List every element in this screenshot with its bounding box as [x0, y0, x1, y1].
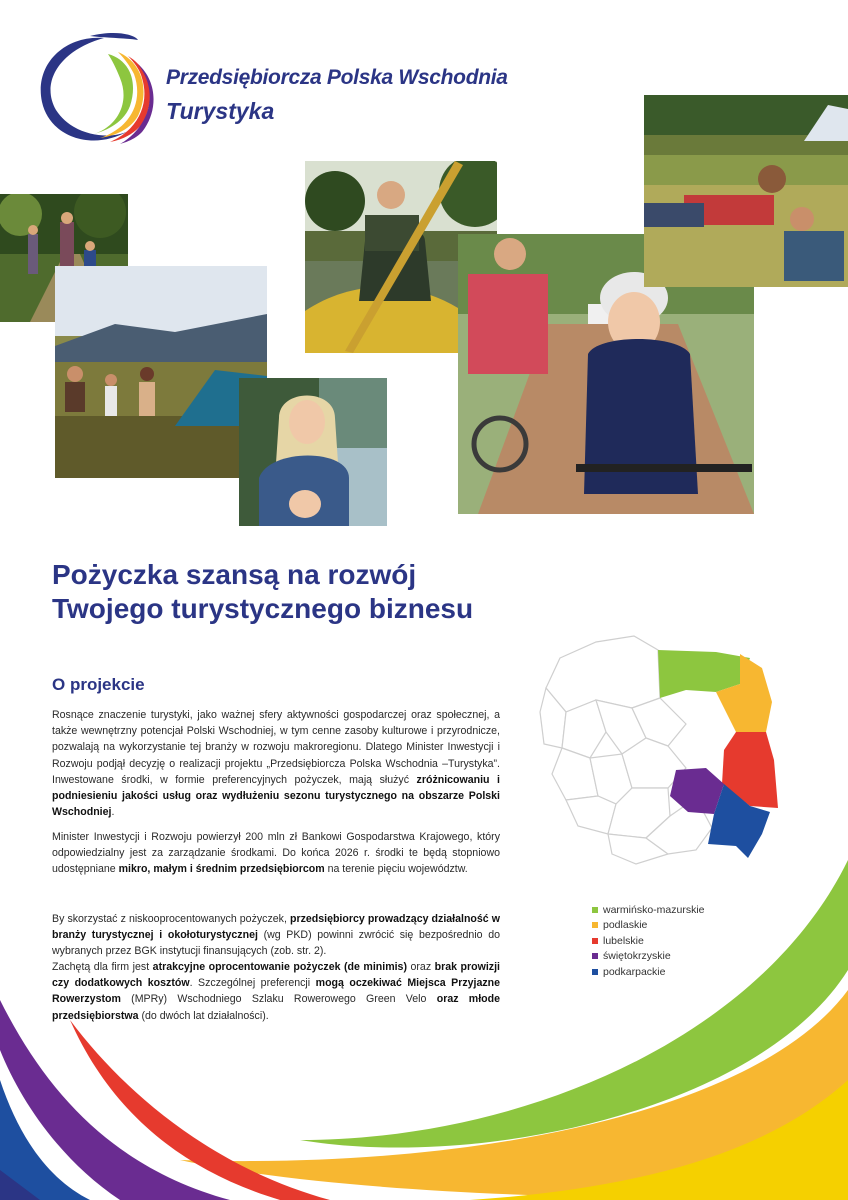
- paragraph-project-intro: Rosnące znaczenie turystyki, jako ważnej sfery aktywności gospodarczej oraz społecznej, a także wewnętrzny potencjał Polski Wschodniej, w tym cenne zasoby kulturowe i przyrodnicze, pozwalają na wykorzystanie tej branży w rozwoju makroregionu. Dlatego Minister Inwestycji i Rozwoju podjął decyzję o realizacji projektu „Przedsiębiorcza Polska Wschodnia –Turystyka”. Inwestowane środki, w formie preferencyjnych pożyczek, mają służyć zróżnicowaniu i podniesieniu jakości usług oraz wydłużeniu sezonu turystycznego na obszarze Polski Wschodniej.: [52, 709, 500, 819]
- paragraph-funding: Minister Inwestycji i Rozwoju powierzył 200 mln zł Bankowi Gospodarstwa Krajowego, który odpowiedzialny jest za zarządzanie środkami. Do końca 2026 r. środki te będą stopniowo udostępniane mikro, małym i średnim przedsiębiorcom na terenie pięciu województw.: [52, 831, 500, 876]
- legend-label: podlaskie: [603, 919, 648, 932]
- logo-emblem: [34, 30, 162, 152]
- section-heading: O projekcie: [52, 675, 145, 694]
- family-camping-photo: [55, 266, 267, 478]
- decorative-swoosh: [0, 840, 848, 1200]
- paragraph-incentives: Zachętą dla firm jest atrakcyjne oprocentowanie pożyczek (de minimis) oraz brak prowizji czy dodatkowych kosztów. Szczególnej preferencji mogą oczekiwać Miejsca Przyjazne Rowerzystom (MPRy) Wschodniego Szlaku Rowerowego Green Velo oraz młode przedsiębiorstwa (do dwóch lat działalności).: [52, 961, 500, 1022]
- poland-regions-map: [536, 628, 786, 868]
- brand-subname: Turystyka: [166, 98, 275, 124]
- page-title: Pożyczka szansą na rozwój Twojego turystycznego biznesu: [52, 559, 474, 624]
- campers-relaxing-photo: [644, 95, 848, 287]
- legend-label: podkarpackie: [603, 965, 666, 978]
- brand-name: Przedsiębiorcza Polska Wschodnia: [166, 66, 508, 89]
- legend-label: lubelskie: [603, 934, 644, 947]
- paragraph-eligibility: By skorzystać z niskooprocentowanych pożyczek, przedsiębiorcy prowadzący działalność w branży turystycznej i okołoturystycznej (wg PKD) powinni zwrócić się bezpośrednio do wybranych przez BGK instytucji finansujących (zob. str. 2).: [52, 913, 500, 958]
- legend-label: świętokrzyskie: [603, 950, 671, 963]
- woman-hand-river-photo: [239, 378, 387, 526]
- legend-label: warmińsko-mazurskie: [603, 903, 705, 916]
